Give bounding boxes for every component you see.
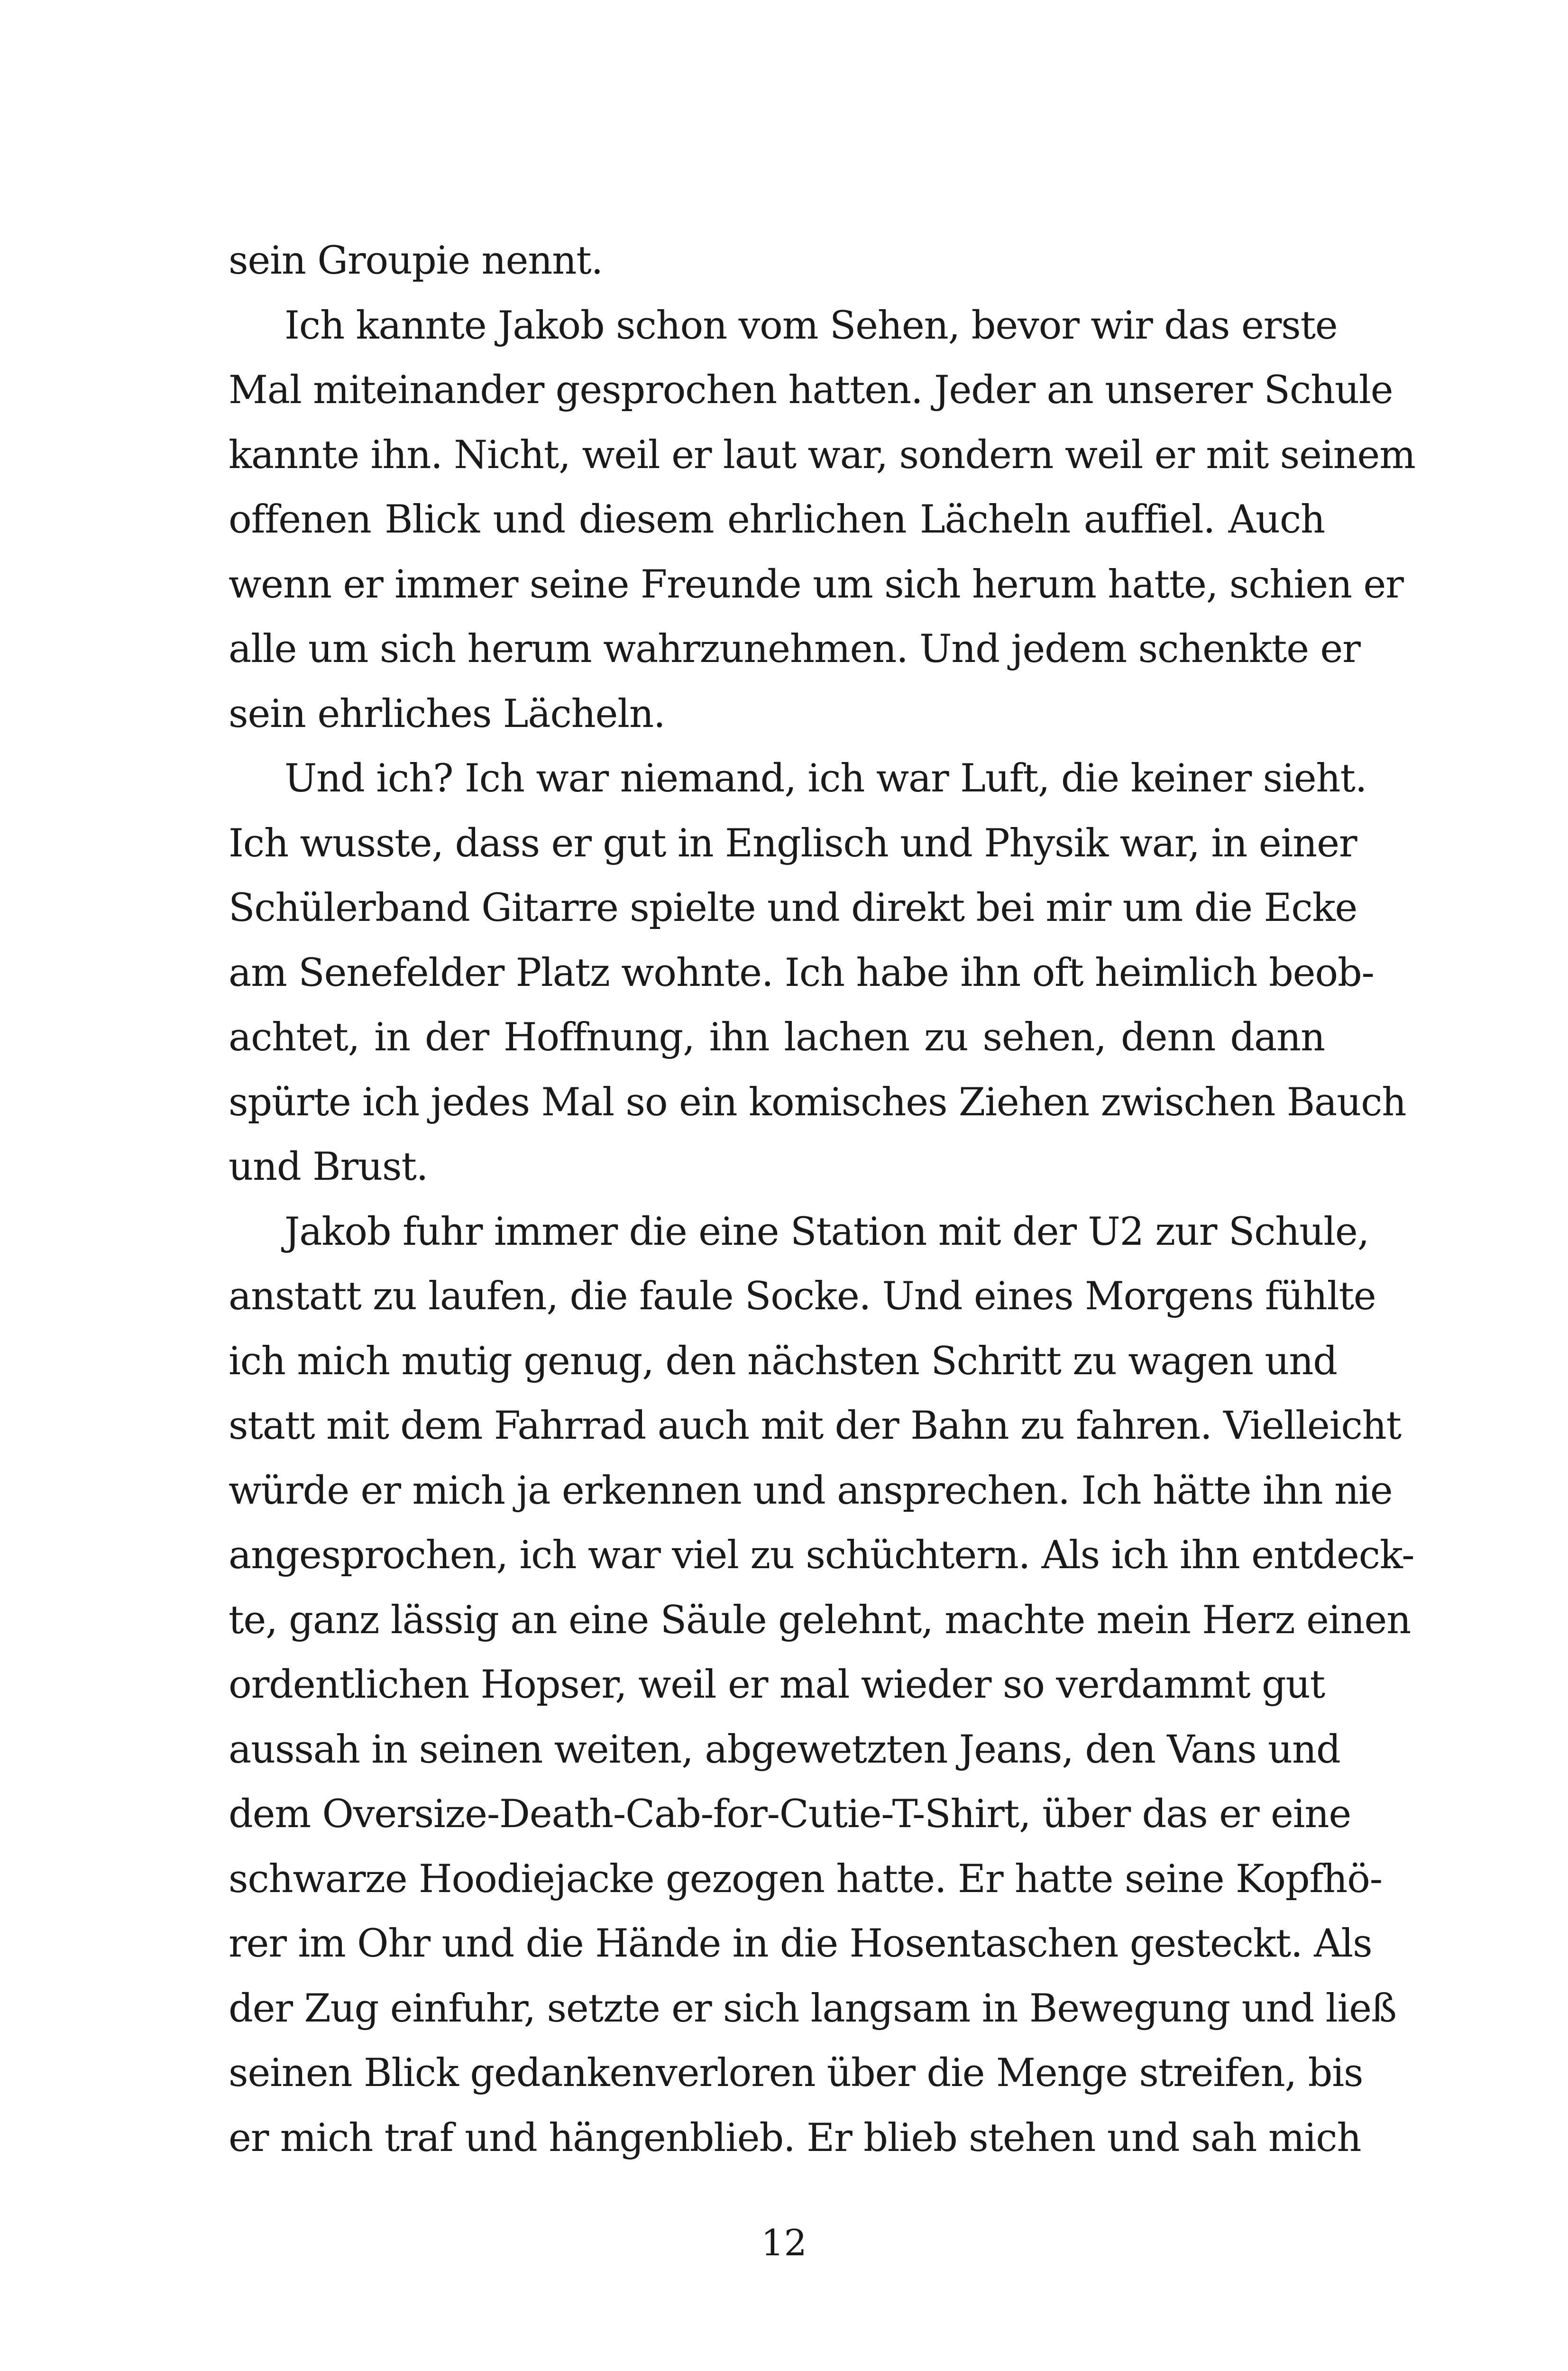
text-line: Ich kannte Jakob schon vom Sehen, bevor wir das erste: [284, 303, 1338, 348]
text-line: ich mich mutig genug, den nächsten Schritt zu wagen und: [229, 1339, 1337, 1384]
text-line: würde er mich ja erkennen und ansprechen. Ich hätte ihn nie: [229, 1468, 1393, 1513]
text-line: statt mit dem Fahrrad auch mit der Bahn zu fahren. Vielleicht: [229, 1404, 1401, 1448]
text-line: te, ganz lässig an eine Säule gelehnt, machte mein Herz einen: [229, 1598, 1411, 1643]
text-line: kannte ihn. Nicht, weil er laut war, sondern weil er mit seinem: [229, 432, 1415, 478]
text-line: achtet, in der Hoffnung, ihn lachen zu sehen, denn dann: [229, 1015, 1325, 1060]
text-line: Mal miteinander gesprochen hatten. Jeder an unserer Schule: [229, 368, 1393, 413]
text-line: anstatt zu laufen, die faule Socke. Und eines Morgens fühlte: [229, 1274, 1376, 1319]
text-line: seinen Blick gedankenverloren über die Menge streifen, bis: [229, 2051, 1363, 2095]
text-line: sein ehrliches Lächeln.: [229, 691, 665, 736]
text-line: und Brust.: [229, 1145, 428, 1189]
text-line: wenn er immer seine Freunde um sich herum hatte, schien er: [229, 562, 1403, 607]
page-number: 12: [761, 2222, 807, 2264]
text-line: sein Groupie nennt.: [229, 239, 603, 283]
text-line: Jakob fuhr immer die eine Station mit der U2 zur Schule,: [284, 1209, 1369, 1254]
text-line: am Senefelder Platz wohnte. Ich habe ihn oft heimlich beob-: [229, 950, 1374, 995]
text-line: ordentlichen Hopser, weil er mal wieder so verdammt gut: [229, 1663, 1325, 1707]
body-text: [229, 229, 1415, 2170]
text-line: offenen Blick und diesem ehrlichen Lächeln auffiel. Auch: [229, 497, 1325, 542]
text-line: schwarze Hoodiejacke gezogen hatte. Er hatte seine Kopfhö-: [229, 1856, 1382, 1902]
text-line: er mich traf und hängenblieb. Er blieb stehen und sah mich: [229, 2115, 1361, 2160]
text-line: Ich wusste, dass er gut in Englisch und Physik war, in einer: [229, 821, 1357, 866]
text-line: Schülerband Gitarre spielte und direkt bei mir um die Ecke: [229, 886, 1357, 930]
text-line: dem Oversize-Death-Cab-for-Cutie-T-Shirt, über das er eine: [229, 1792, 1351, 1837]
text-line: der Zug einfuhr, setzte er sich langsam in Bewegung und ließ: [229, 1986, 1396, 2031]
text-line: rer im Ohr und die Hände in die Hosentaschen gesteckt. Als: [229, 1921, 1372, 1966]
text-line: alle um sich herum wahrzunehmen. Und jedem schenkte er: [229, 627, 1360, 671]
text-line: aussah in seinen weiten, abgewetzten Jeans, den Vans und: [229, 1727, 1340, 1772]
text-line: angesprochen, ich war viel zu schüchtern. Als ich ihn entdeck-: [229, 1533, 1414, 1578]
text-line: spürte ich jedes Mal so ein komisches Ziehen zwischen Bauch: [229, 1080, 1406, 1125]
text-line: Und ich? Ich war niemand, ich war Luft, die keiner sieht.: [284, 756, 1367, 801]
